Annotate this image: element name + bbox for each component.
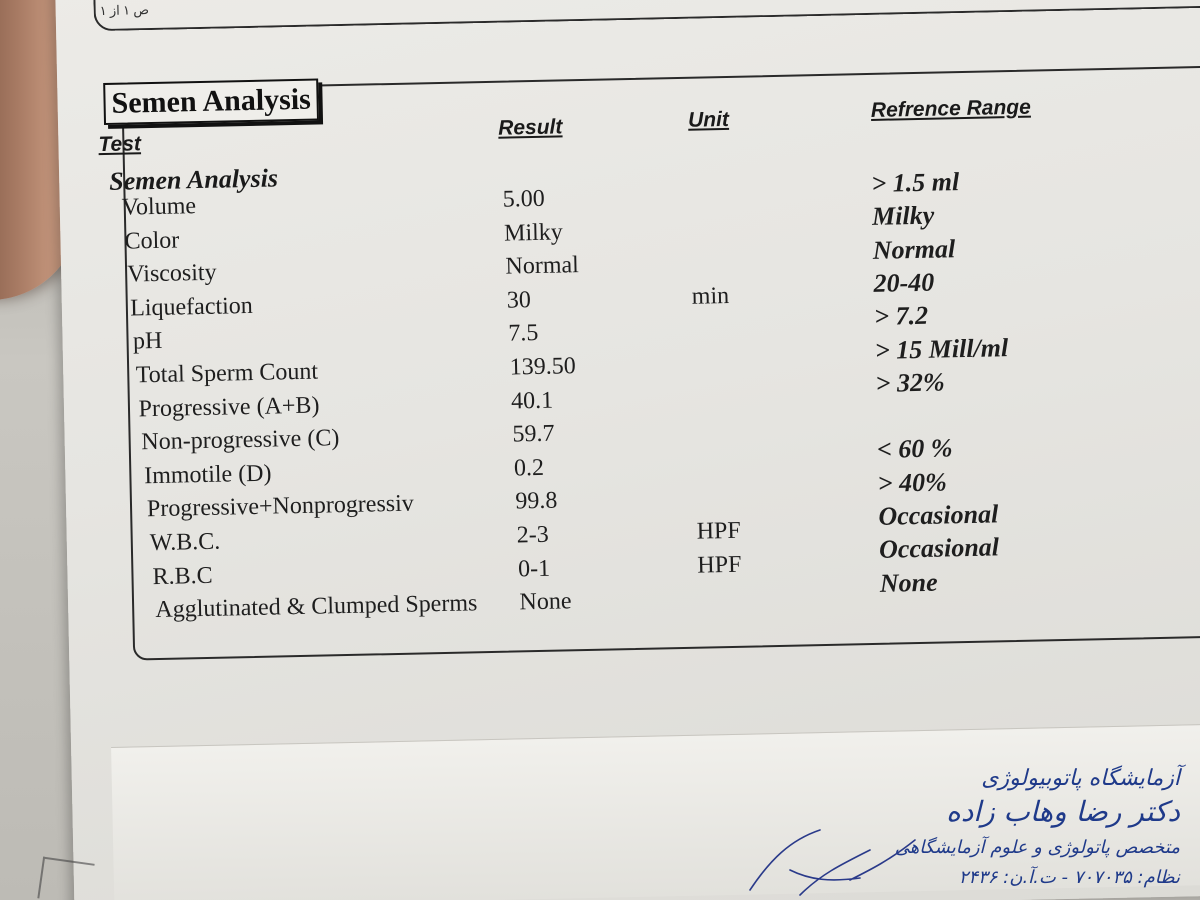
test-name: Color <box>124 227 180 255</box>
test-name: pH <box>132 328 163 355</box>
reference-range: > 15 Mill/ml <box>874 332 1009 365</box>
column-header-test: Test <box>98 132 142 157</box>
stamp-line-2: دکتر رضا وهاب زاده <box>946 795 1180 828</box>
test-name: Agglutinated & Clumped Sperms <box>155 590 478 624</box>
test-result: 99.8 <box>515 487 558 515</box>
test-result: 0-1 <box>517 555 551 583</box>
test-result: Milky <box>503 219 564 247</box>
test-result: 7.5 <box>508 320 539 347</box>
envelope-corner <box>37 857 94 900</box>
reference-range: > 1.5 ml <box>871 167 960 198</box>
report-title: Semen Analysis <box>103 79 319 125</box>
test-result: 30 <box>506 286 532 314</box>
reference-range: < 60 % <box>876 433 953 465</box>
test-name: Volume <box>121 193 197 221</box>
test-name: Progressive (A+B) <box>138 392 320 422</box>
test-name: Non-progressive (C) <box>141 425 340 456</box>
stamp-line-3: متخصص پاتولوژی و علوم آزمایشگاهی <box>894 837 1180 858</box>
test-result: 2-3 <box>516 521 549 549</box>
test-unit: min <box>691 282 730 310</box>
signature <box>730 820 930 900</box>
test-result: 59.7 <box>512 420 555 448</box>
test-unit: HPF <box>696 517 741 545</box>
test-name: W.B.C. <box>149 528 221 557</box>
column-header-result: Result <box>497 115 563 140</box>
test-result: Normal <box>505 252 580 280</box>
reference-range: Occasional <box>878 499 999 531</box>
stamp-line-4: نظام: ۷۰۷۰۳۵ - ت.آ.ن: ۲۴۳۶ <box>958 867 1180 888</box>
header-box <box>93 0 1200 31</box>
test-result: 5.00 <box>502 185 545 213</box>
test-result: None <box>519 588 572 616</box>
reference-range: Milky <box>871 200 935 232</box>
reference-range: Occasional <box>878 532 1000 565</box>
reference-range: > 40% <box>877 467 947 498</box>
column-header-reference: Refrence Range <box>870 95 1032 122</box>
test-name: Total Sperm Count <box>135 358 319 389</box>
reference-range: 20-40 <box>873 267 935 298</box>
test-name: Viscosity <box>127 259 217 288</box>
reference-range: > 7.2 <box>873 300 929 332</box>
test-result: 139.50 <box>509 353 576 381</box>
column-header-unit: Unit <box>687 107 730 132</box>
test-name: R.B.C <box>152 562 213 590</box>
stamp-line-1: آزمایشگاه پاتوبیولوژی <box>981 766 1180 791</box>
test-name: Progressive+Nonprogressiv <box>146 490 415 523</box>
page-number: ص ۱ از ۱ <box>99 2 150 19</box>
reference-range: None <box>879 567 938 598</box>
test-unit: HPF <box>697 551 742 579</box>
test-name: Immotile (D) <box>143 460 272 490</box>
test-name: Liquefaction <box>129 292 254 322</box>
reference-range: Normal <box>872 233 956 265</box>
test-result: 0.2 <box>513 454 545 482</box>
test-result: 40.1 <box>510 387 554 415</box>
signature-scribble <box>730 820 930 900</box>
section-title: Semen Analysis <box>108 163 279 196</box>
reference-range: > 32% <box>875 367 945 398</box>
